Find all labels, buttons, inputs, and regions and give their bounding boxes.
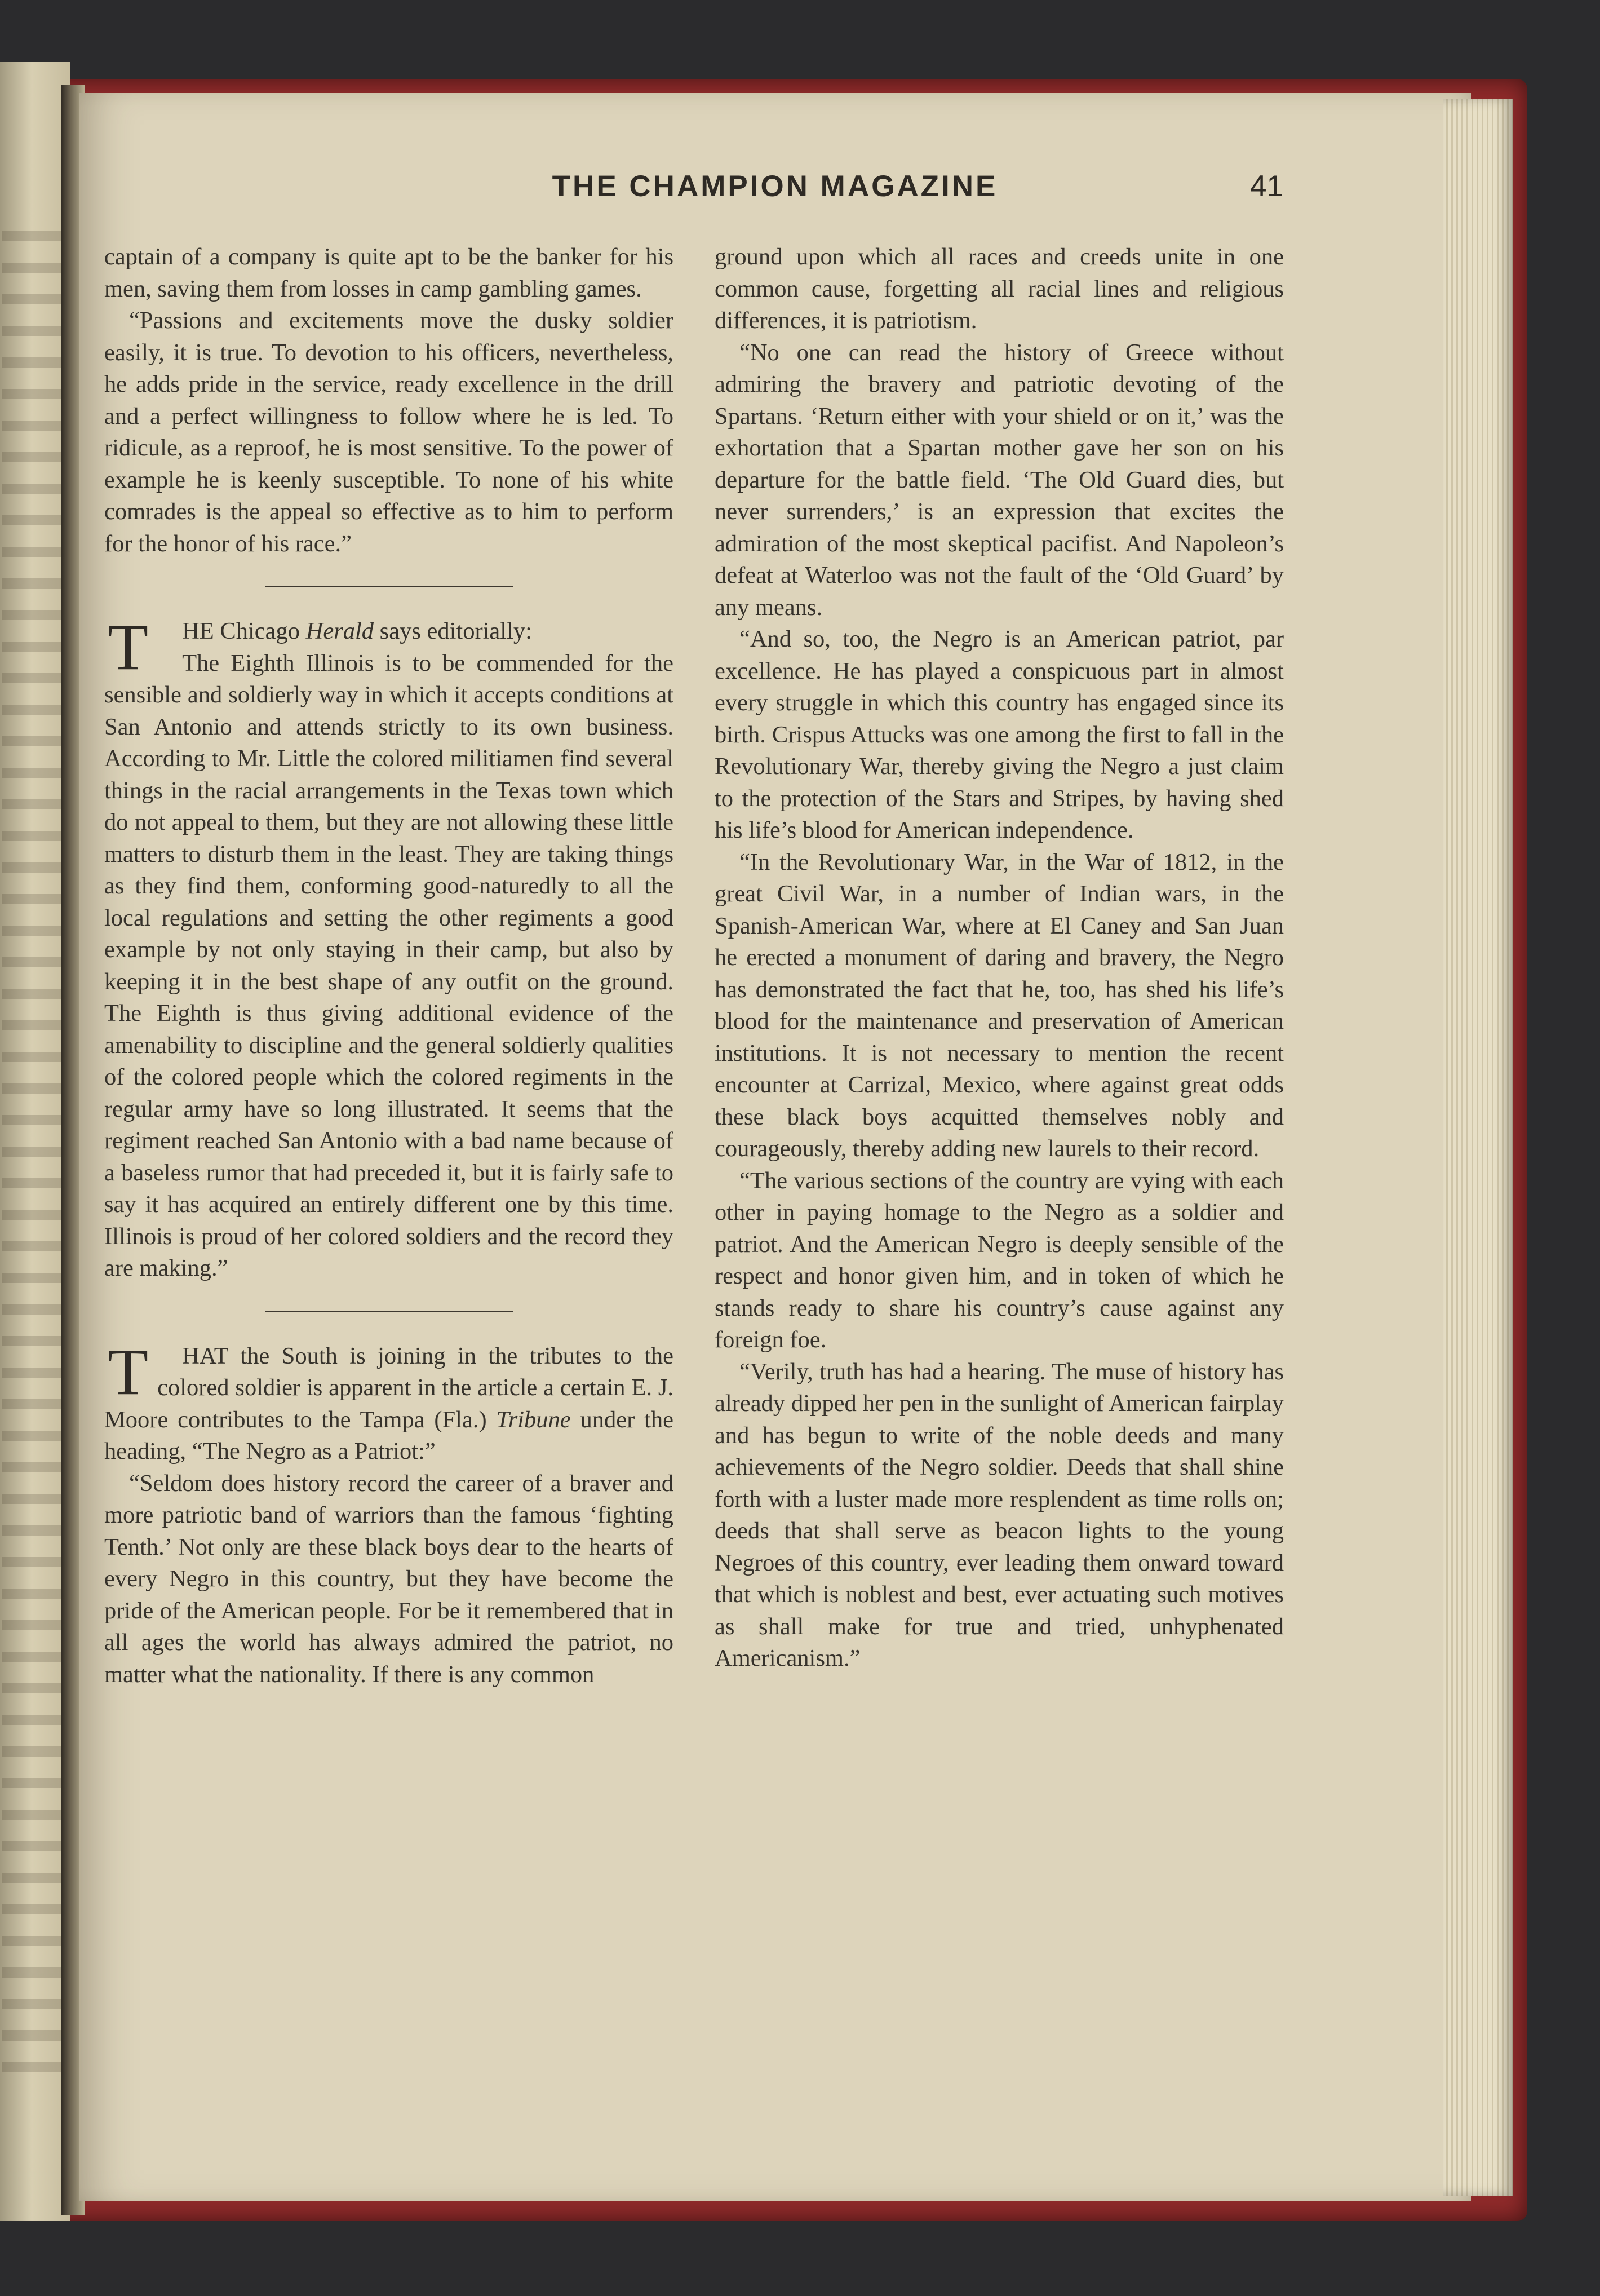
section-lead [104, 616, 673, 648]
paragraph: “Passions and excitements move the dusky soldier easily, it is true. To devotion to his officers, nevertheless, he adds pride in the service, ready excellence in the drill and a perfect willingness to follow where he is led. To ridicule, as a reproof, he is most sensitive. To the power of example he is keenly susceptible. To none of his white comrades is the appeal so effective as to him to perform for the honor of his race.” [104, 307, 673, 557]
paragraph: “And so, too, the Negro is an American patriot, par excellence. He has played a conspicuous part in almost every struggle in which this country has engaged since its birth. Crispus Attucks was one among the first to fall in the Revolutionary War, thereby giving the Negro a just claim to the protection of the Stars and Stripes, by having shed his life’s blood for American independence. [715, 626, 1284, 843]
drop-cap: T [108, 1340, 149, 1409]
lead-text: says editorially: [374, 618, 532, 644]
right-column [715, 241, 1284, 1675]
bleed-through-text [2, 231, 64, 2091]
page-edges [1443, 99, 1513, 2196]
lead-text: HE Chicago [182, 618, 306, 644]
left-column [104, 241, 673, 1691]
section-herald [104, 616, 673, 1285]
paragraph: “No one can read the history of Greece without admiring the bravery and patriotic devoting of the Spartans. ‘Return either with your shield or on it,’ was the exhortation that a Spartan mother gave her son on his departure for the battle field. ‘The Old Guard dies, but never surrenders,’ is an expression that excites the admiration of the most skeptical pacifist. And Napoleon’s defeat at Waterloo was not the fault of the ‘Old Guard’ by any means. [715, 339, 1284, 621]
page-number: 41 [1250, 170, 1283, 203]
lead-text: under the heading, “The Negro as a Patriot:” [104, 1406, 673, 1465]
publication-name: Herald [305, 618, 374, 644]
paragraph: captain of a company is quite apt to be the banker for his men, saving them from losses in camp gambling games. [104, 244, 673, 302]
paragraph: “In the Revolutionary War, in the War of 1812, in the great Civil War, in a number of Indian wars, in the Spanish-American War, where at El Caney and San Juan he erected a monument of daring and bravery, the Negro has demonstrated the fact that he, too, has shed his life’s blood for the maintenance and preservation of American institutions. It is not necessary to mention the recent encounter at Carrizal, Mexico, where against great odds these black boys acquitted themselves nobly and courageously, thereby adding new laurels to their record. [715, 848, 1284, 1162]
section-divider [265, 586, 513, 587]
drop-cap: T [108, 616, 149, 684]
paragraph: “The various sections of the country are vying with each other in paying homage to the Negro as a soldier and patriot. And the American Negro is deeply sensible of the respect and honor given him, and in token of which he stands ready to share his country’s cause against any foreign foe. [715, 1167, 1284, 1353]
lead-text: HAT the South is joining in the tributes to the colored soldier is apparent in the article a certain E. J. Moore contributes to the Tampa (Fla.) [104, 1342, 673, 1433]
paragraph: The Eighth Illinois is to be commended for the sensible and soldierly way in which it accepts conditions at San Antonio and attends strictly to its own business. According to Mr. Little the colored militiamen find several things in the racial arrangements in the Texas town which do not appeal to them, but they are not allowing these little matters to disturb them in the least. They are taking things as they find them, conforming good-naturedly to all the local regulations and setting the other regiments a good example by not only staying in their camp, but also by keeping it in the best shape of any outfit on the ground. The Eighth is thus giving additional evidence of the amenability to discipline and the general soldierly qualities of the colored people which the colored regiments in the regular army have so long illustrated. It seems that the regiment reached San Antonio with a bad name because of a baseless rumor that had preceded it, but it is fairly safe to say it has acquired an entirely different one by this time. Illinois is proud of her colored soldiers and the record they are making.” [104, 649, 673, 1281]
magazine-title: THE CHAMPION MAGAZINE [552, 170, 998, 203]
paragraph: “Seldom does history record the career of a braver and more patriotic band of warriors than the famous ‘fighting Tenth.’ Not only are these black boys dear to the hearts of every Negro in this country, but they have become the pride of the American people. For be it remembered that in all ages the world has always admired the patriot, no matter what the nationality. If there is any common [104, 1470, 673, 1688]
paragraph: “Verily, truth has had a hearing. The muse of history has already dipped her pen in the sunlight of American fairplay and has begun to write of the noble deeds and many achievements of the Negro soldier. Deeds that shall shine forth with a luster made more resplendent as time rolls on; deeds that shall serve as beacon lights to the young Negroes of this country, ever leading them onward toward that which is noblest and best, ever actuating such motives as shall make for true and tried, unhyphenated Americanism.” [715, 1358, 1284, 1671]
previous-page-edge [0, 62, 70, 2221]
paragraph: ground upon which all races and creeds unite in one common cause, forgetting all racial lines and religious differences, it is patriotism. [715, 244, 1284, 334]
publication-name: Tribune [496, 1406, 571, 1433]
section-lead [104, 1341, 673, 1468]
section-south [104, 1341, 673, 1691]
running-header [79, 169, 1471, 214]
section-divider [265, 1311, 513, 1312]
